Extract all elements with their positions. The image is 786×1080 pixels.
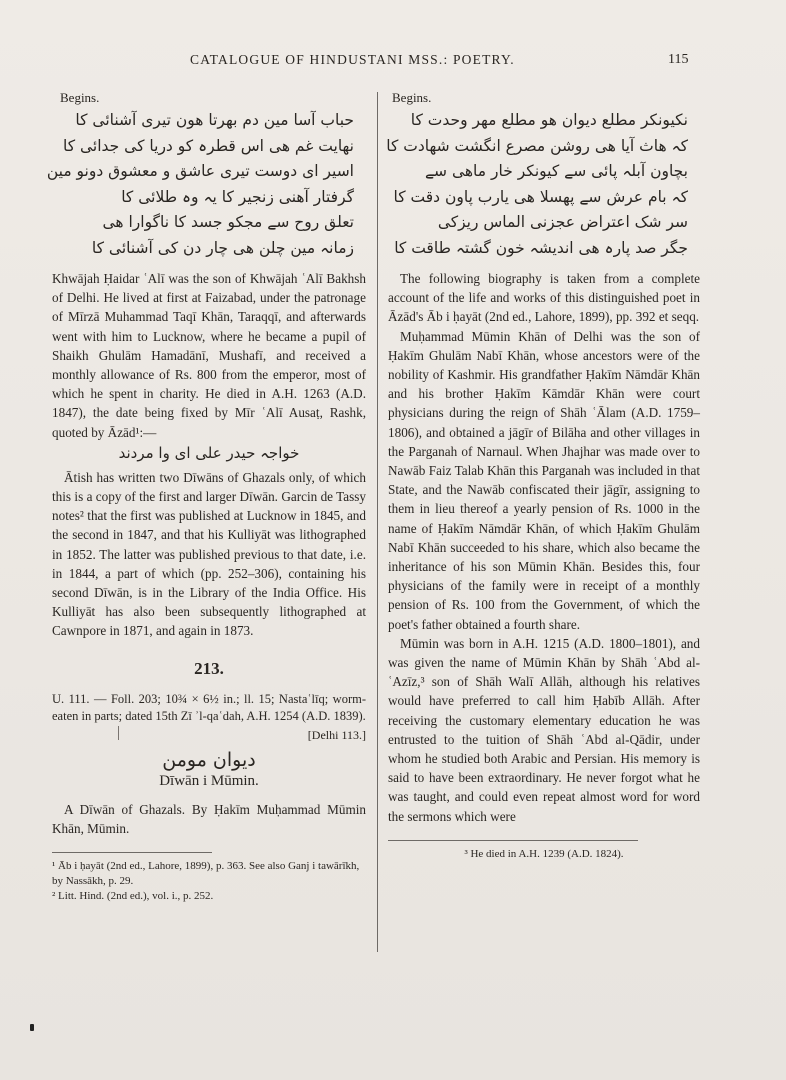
verse-line: اسیر ای دوست تیری عاشق و معشوق دونو مین <box>46 162 354 180</box>
source-paragraph: The following biography is taken from a complete account of the life and works of this distinguished poet in Āzād's Āb i ḥayāt (2nd ed., Lahore, 1899), pp. 392 et seqq. <box>388 271 700 325</box>
column-divider <box>377 92 378 952</box>
publication-paragraph: Ātish has written two Dīwāns of Ghazals only, of which this is a copy of the first and larger Dīwān. Garcin de Tassy notes² that the first was published at Lucknow in 1845, and the second in 1847, and that his Kulliyāt was lithographed in 1852. The latter was published previous to that date, i.e. in 1844, a part of which (pp. 252–306), containing his second Dīwān, is in the Library of the India Office. His Kulliyāt has also been subsequently lithographed at Cawnpore in 1871, and again in 1873. <box>52 469 366 639</box>
verse-line: حباب آسا مین دم بهرتا هون تیری آشنائی کا <box>75 111 354 129</box>
family-paragraph: Muḥammad Mūmin Khān of Delhi was the son of Ḥakīm Ghulām Nabī Khān, whose ancestors were of the nobility of Kashmir. His grandfather Ḥakīm Nāmdār Khān and his brother Ḥakīm Kāmdār Khān were court physicians during the reign of Shāh ʿĀlam (A.D. 1759–1806), and obtained a jāgīr of Bilāha and other villages in the Parganah of Narnaul. When Jhajhar was made over to Nawāb Faiz Talab Khān this Parganah was included in that State, and the Nawāb confiscated their jāgīr, assigning to them in lieu thereof a yearly pension of Rs. 1000 in the name of Ḥakīm Nāmdār Khān, of which Ḥakīm Ghulām Nabī Khān succeeded to his share, which also became the inheritance of his son Mūmin Khān. Besides this, four physicians of the family were in receipt of a monthly pension of Rs. 100 from the Government, of which the poet's father obtained a fourth share. <box>388 328 700 632</box>
footnote: ² Litt. Hind. (2nd ed.), vol. i., p. 252. <box>52 890 214 903</box>
entry-metadata: U. 111. — Foll. 203; 10¾ × 6½ in.; ll. 15; Nastaʿlīq; worm-eaten in parts; dated 15th Zī ʾl-qaʿdah, A.H. 1254 (A.D. 1839). <box>52 691 366 724</box>
verse-line: زمانہ مین چلن هی چار دن کی آشنائی کا <box>91 238 354 257</box>
verse-line: بچاون آبلہ پائی سے کیونکر خار ماهی سے <box>424 162 688 180</box>
print-mark <box>30 1024 34 1031</box>
verse-line: جگر صد پارہ هی اندیشہ خون گشتہ طاقت کا <box>394 238 688 257</box>
entry-arabic-title: دیوان مومن <box>162 748 256 771</box>
opening-verses <box>388 108 700 261</box>
verse-line: کہ بام عرش سے پهسلا هی یارب پاون دقت کا <box>393 187 688 206</box>
page-number: 115 <box>668 52 689 67</box>
verse-line: کہ هاث آیا هی روشن مصرع انگشت شهادت کا <box>386 136 688 155</box>
chronogram: خواجہ حیدر علی ای وا مردند <box>118 443 300 462</box>
verse-line: تعلق روح سے مجکو جسد کا ناگوارا هی <box>102 213 354 231</box>
entry-number: 213. <box>194 658 224 678</box>
right-column <box>388 90 700 862</box>
entry-description: A Dīwān of Ghazals. By Ḥakīm Muḥammad Mūmin Khān, Mūmin. <box>52 801 366 836</box>
left-column <box>46 90 366 904</box>
verse-line: نهایت غم هی اس قطرہ کو دریا کی جدائی کا <box>62 136 354 155</box>
footnote: ³ He died in A.H. 1239 (A.D. 1824). <box>464 847 624 860</box>
verse-line: سر شک اعتراض عجزنی الماس ریزکی <box>437 213 688 231</box>
running-head: CATALOGUE OF HINDUSTANI MSS.: POETRY. <box>190 52 515 67</box>
footnote-divider <box>52 852 212 853</box>
education-paragraph: Mūmin was born in A.H. 1215 (A.D. 1800–1801), and was given the name of Mūmin Khān by Shāh ʿAbd al-ʿAzīz,³ son of Shāh Walī Allāh, although his relatives would have preferred to call him Ḥabīb Allāh. After receiving the customary elementary education he was entrusted to the tuition of Shāh ʿAbd al-Qādir, under whom he studied both Arabic and Persian. His memory is said to have been extraordinary. He never forgot what he was taught, and could even repeat almost word for word the sermons which were <box>388 635 700 824</box>
delhi-reference: [Delhi 113.] <box>307 727 366 742</box>
opening-verses <box>46 108 366 261</box>
footnote-divider <box>388 840 638 841</box>
print-mark <box>118 726 119 740</box>
footnote: ¹ Āb i ḥayāt (2nd ed., Lahore, 1899), p. 363. See also Ganj i tawārīkh, by Nassākh, p. 29. <box>52 860 360 888</box>
begins-label: Begins. <box>60 90 100 105</box>
entry-title: Dīwān i Mūmin. <box>159 772 259 789</box>
biography-paragraph: Khwājah Ḥaidar ʿAlī was the son of Khwājah ʿAlī Bakhsh of Delhi. He lived at first at Faizabad, under the patronage of Mīrzā Muhammad Taqī Khān, Taraqqī, and afterwards went with him to Lucknow, where he became a pupil of Shaikh Ghulām Hamadānī, Mushafī, and received a monthly allowance of Rs. 800 from the emperor, most of which he spent in charity. He died in A.H. 1263 (A.D. 1847), the date being fixed by Mīr ʿAlī Ausaṭ, Rashk, quoted by Āzād¹:— <box>52 271 366 440</box>
begins-label: Begins. <box>392 90 432 105</box>
verse-line: نکیونکر مطلع دیوان هو مطلع مهر وحدت کا <box>410 111 688 129</box>
verse-line: گرفتار آهنی زنجیر کا یہ وہ طلائی کا <box>121 187 354 206</box>
